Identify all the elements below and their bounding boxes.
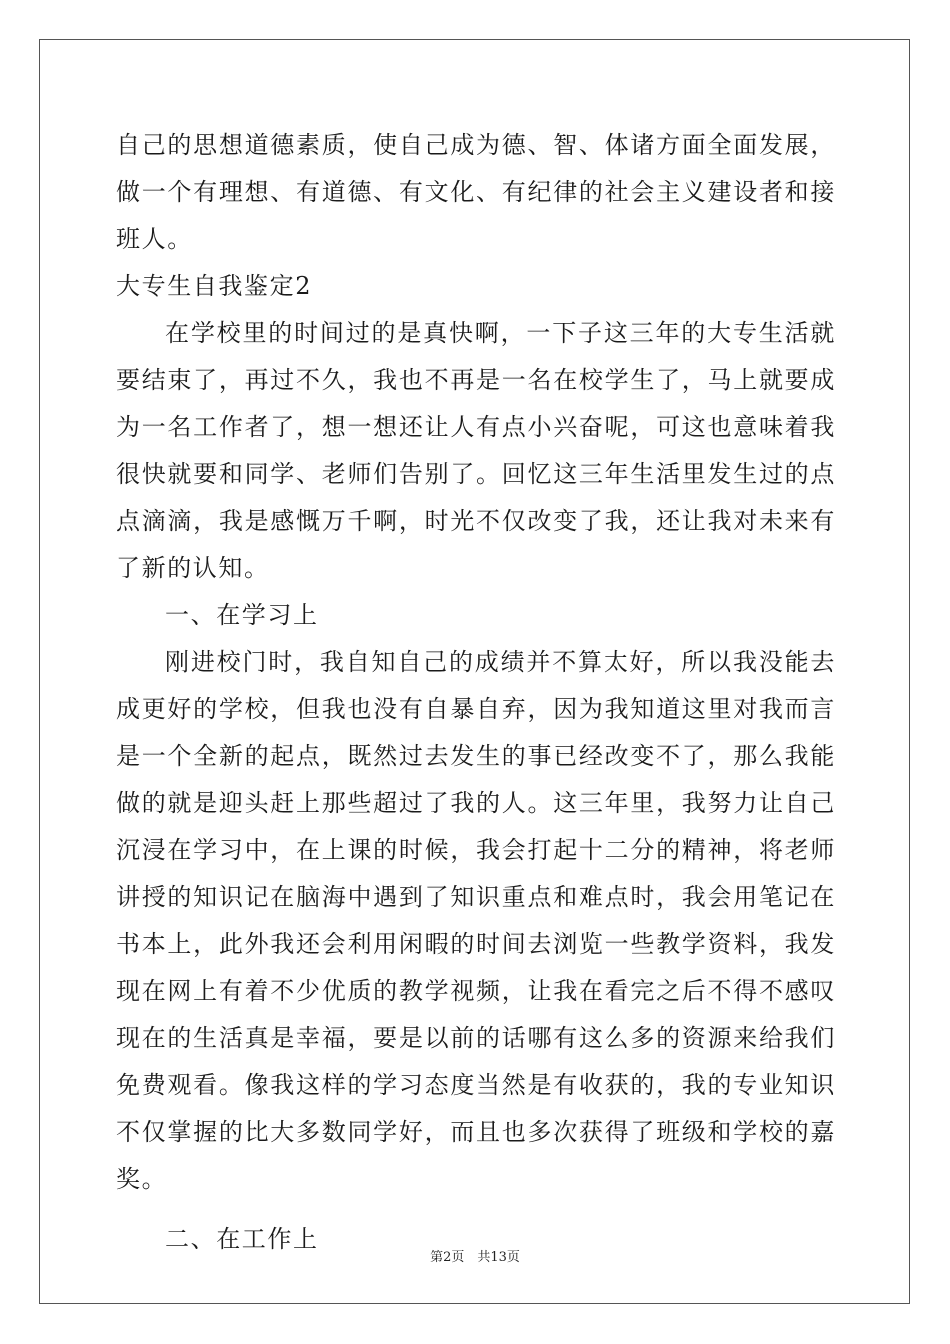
paragraph-continuation: 自己的思想道德素质，使自己成为德、智、体诸方面全面发展，做一个有理想、有道德、有文化、有纪律的社会主义建设者和接班人。 [116,131,836,253]
section-title: 大专生自我鉴定2 [116,272,313,300]
page-footer: 第2页 共13页 [430,1250,520,1265]
subheading-study: 一、在学习上 [165,601,319,629]
document-body [116,122,836,1263]
subheading-work: 二、在工作上 [165,1225,319,1253]
paragraph-study: 刚进校门时，我自知自己的成绩并不算太好，所以我没能去成更好的学校，但我也没有自暴自弃，因为我知道这里对我而言是一个全新的起点，既然过去发生的事已经改变不了，那么我能做的就是迎头赶上那些超过了我的人。这三年里，我努力让自己沉浸在学习中，在上课的时候，我会打起十二分的精神，将老师讲授的知识记在脑海中遇到了知识重点和难点时，我会用笔记在书本上，此外我还会利用闲暇的时间去浏览一些教学资料，我发现在网上有着不少优质的教学视频，让我在看完之后不得不感叹现在的生活真是幸福，要是以前的话哪有这么多的资源来给我们免费观看。像我这样的学习态度当然是有收获的，我的专业知识不仅掌握的比大多数同学好，而且也多次获得了班级和学校的嘉奖。 [116,648,836,1193]
paragraph-intro: 在学校里的时间过的是真快啊，一下子这三年的大专生活就要结束了，再过不久，我也不再是一名在校学生了，马上就要成为一名工作者了，想一想还让人有点小兴奋呢，可这也意味着我很快就要和同学、老师们告别了。回忆这三年生活里发生过的点点滴滴，我是感慨万千啊，时光不仅改变了我，还让我对未来有了新的认知。 [116,319,836,582]
